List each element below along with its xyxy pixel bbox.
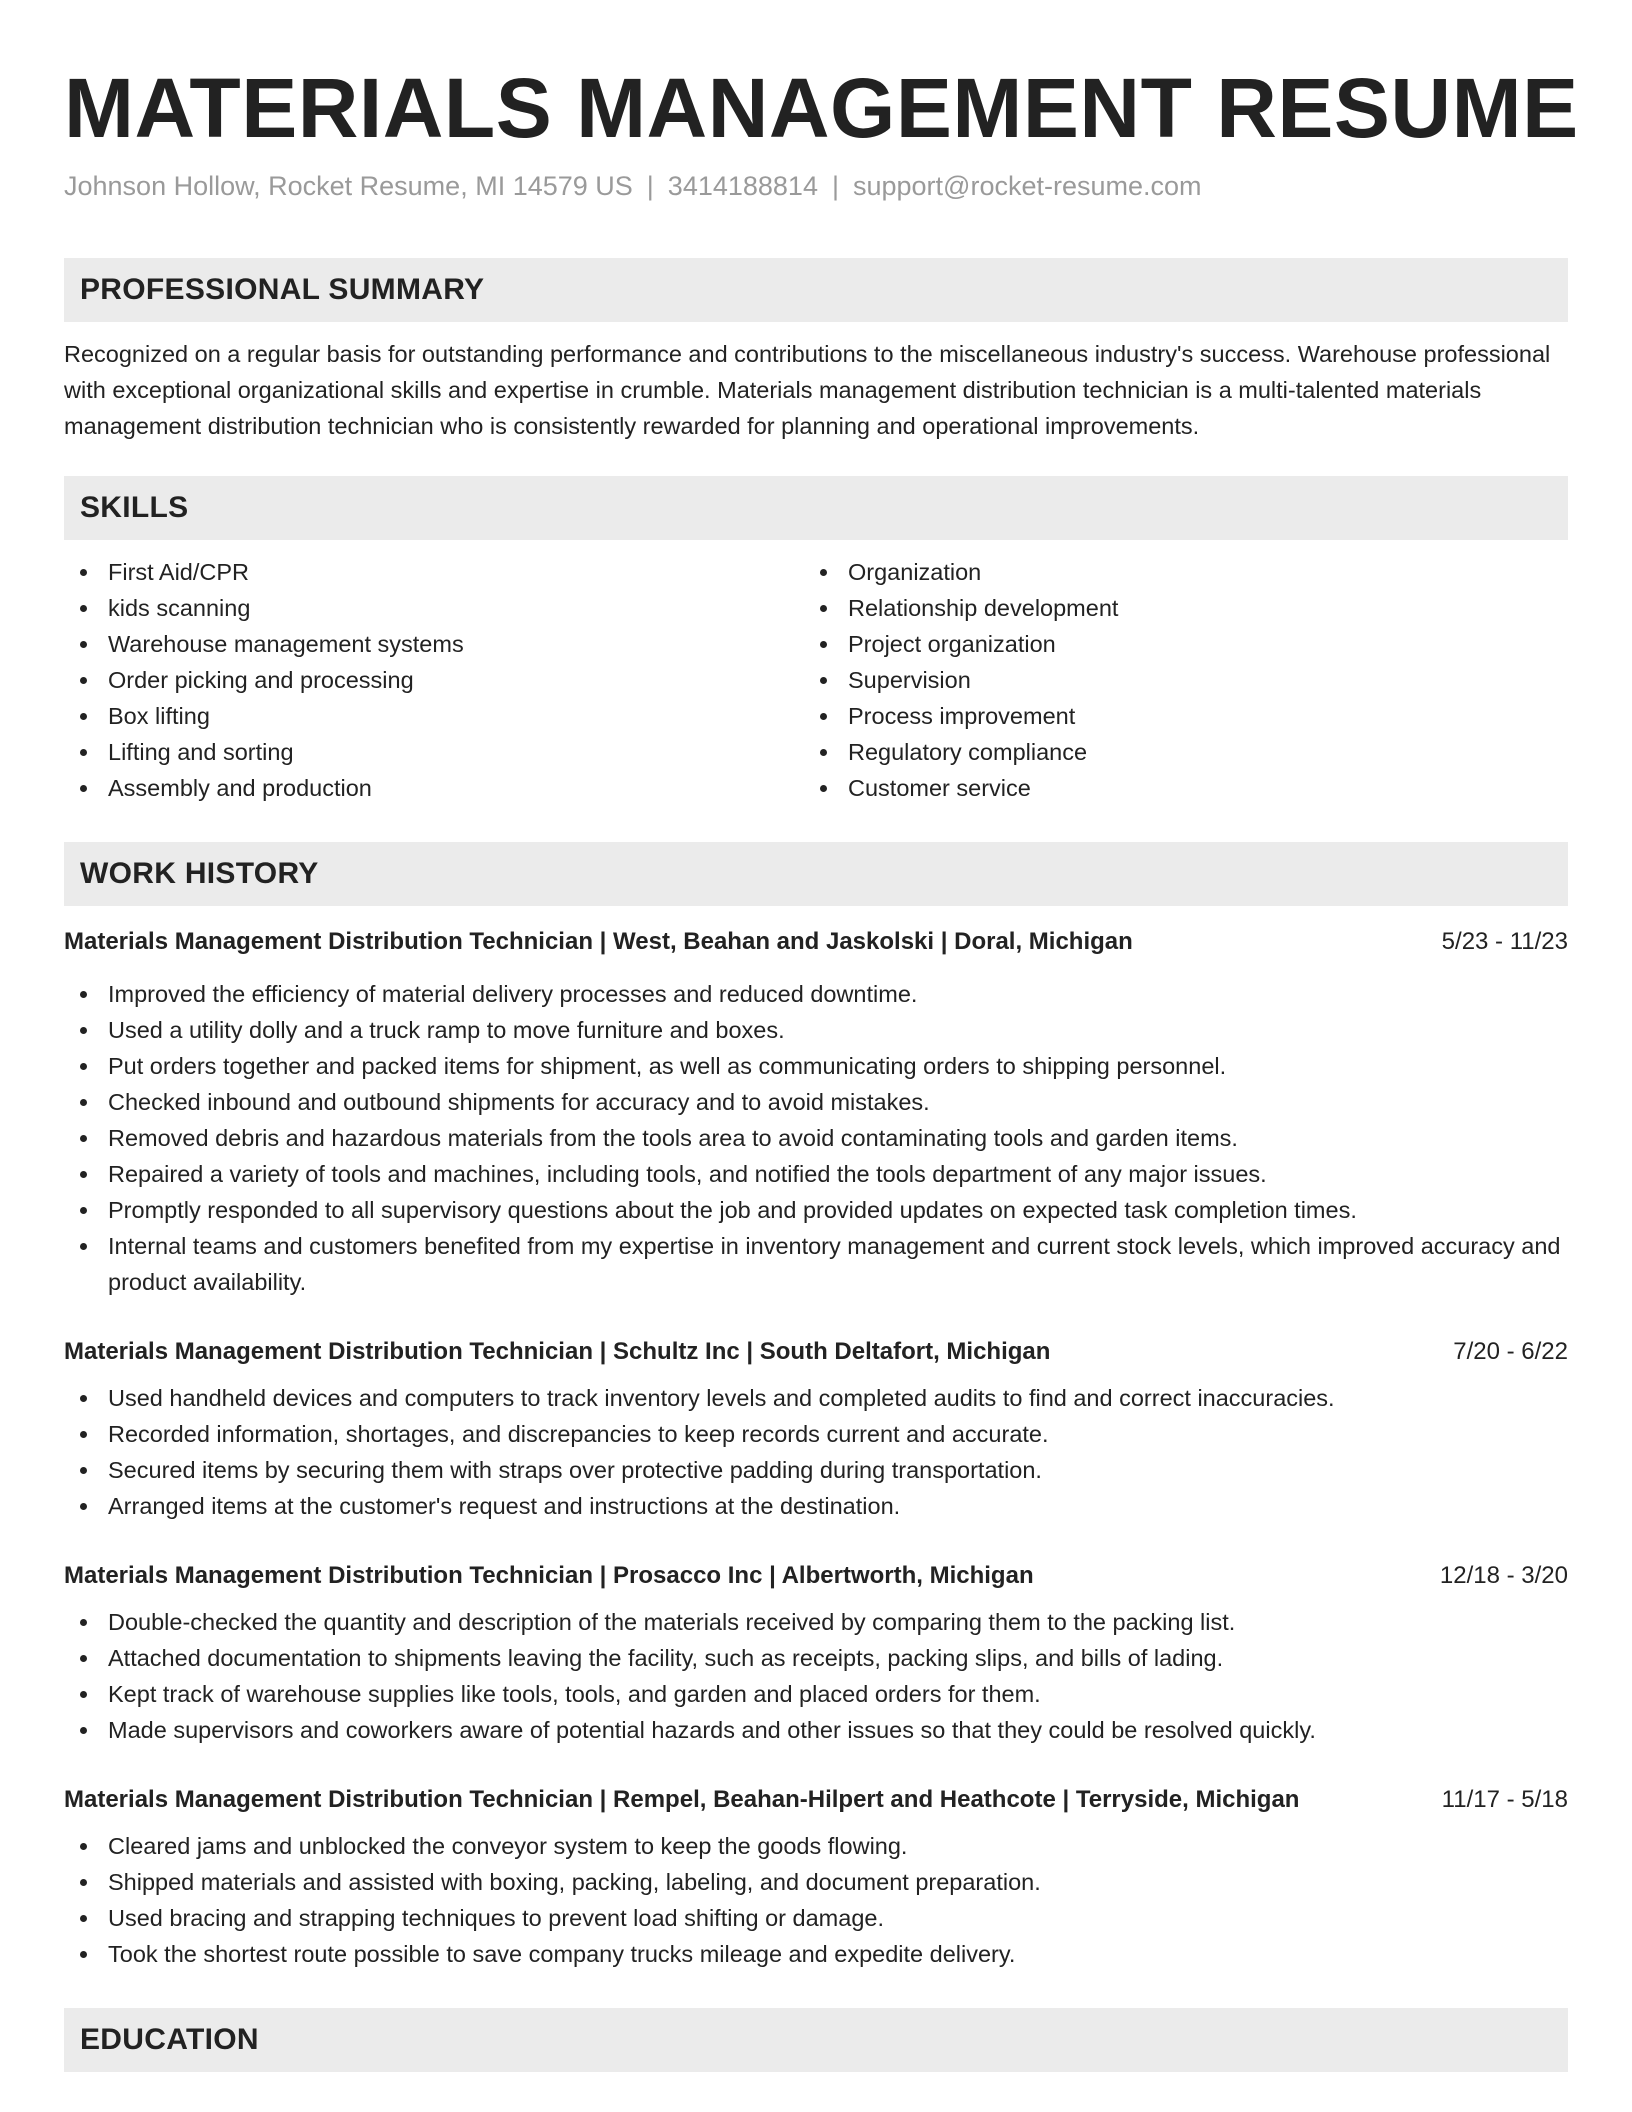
job-header	[64, 924, 1568, 960]
skill-item: Project organization	[804, 626, 1544, 662]
skill-item: Order picking and processing	[64, 662, 804, 698]
skill-item: kids scanning	[64, 590, 804, 626]
skills-columns	[64, 554, 1568, 806]
job-bullets	[64, 976, 1568, 1300]
skill-item: Lifting and sorting	[64, 734, 804, 770]
job-bullet: Took the shortest route possible to save company trucks mileage and expedite delivery.	[64, 1936, 1568, 1972]
summary-text: Recognized on a regular basis for outstanding performance and contributions to the miscellaneous industry's success. Warehouse professional with exceptional organizational skills and expertise in crumble. Materials management distribution technician is a multi-talented materials management distribution technician who is consistently rewarded for planning and operational improvements.	[64, 341, 1551, 439]
job-bullets	[64, 1604, 1568, 1748]
job-bullet: Secured items by securing them with straps over protective padding during transportation.	[64, 1452, 1568, 1488]
job-bullet: Recorded information, shortages, and discrepancies to keep records current and accurate.	[64, 1416, 1568, 1452]
skill-item: Supervision	[804, 662, 1544, 698]
job-entry	[64, 924, 1568, 1300]
resume-title: MATERIALS MANAGEMENT RESUME	[64, 61, 1579, 155]
job-title: Materials Management Distribution Technician | Prosacco Inc | Albertworth, Michigan	[64, 1562, 1034, 1589]
job-bullet: Kept track of warehouse supplies like tools, tools, and garden and placed orders for them.	[64, 1676, 1568, 1712]
job-bullet: Checked inbound and outbound shipments for accuracy and to avoid mistakes.	[64, 1084, 1568, 1120]
contact-address: Johnson Hollow, Rocket Resume, MI 14579 US	[64, 171, 633, 201]
job-header	[64, 1782, 1568, 1818]
job-header	[64, 1558, 1568, 1594]
job-bullet: Put orders together and packed items for shipment, as well as communicating orders to shipping personnel.	[64, 1048, 1568, 1084]
job-dates: 5/23 - 11/23	[1441, 928, 1568, 955]
job-title: Materials Management Distribution Technician | Schultz Inc | South Deltafort, Michigan	[64, 1338, 1051, 1365]
skill-item: Organization	[804, 554, 1544, 590]
contact-separator: |	[831, 171, 839, 201]
job-entry	[64, 1558, 1568, 1748]
job-bullet: Cleared jams and unblocked the conveyor system to keep the goods flowing.	[64, 1828, 1568, 1864]
skill-item: Warehouse management systems	[64, 626, 804, 662]
contact-separator: |	[646, 171, 654, 201]
job-header	[64, 1334, 1568, 1370]
job-bullet: Used handheld devices and computers to track inventory levels and completed audits to find and correct inaccuracies.	[64, 1380, 1568, 1416]
skill-item: Box lifting	[64, 698, 804, 734]
job-bullet: Attached documentation to shipments leaving the facility, such as receipts, packing slips, and bills of lading.	[64, 1640, 1568, 1676]
job-title: Materials Management Distribution Technician | West, Beahan and Jaskolski | Doral, Michigan	[64, 928, 1133, 955]
section-header-skills: SKILLS	[64, 476, 1568, 540]
section-header-work-history: WORK HISTORY	[64, 842, 1568, 906]
contact-phone: 3414188814	[667, 171, 818, 201]
job-dates: 11/17 - 5/18	[1441, 1786, 1568, 1813]
job-bullet: Shipped materials and assisted with boxing, packing, labeling, and document preparation.	[64, 1864, 1568, 1900]
job-bullet: Arranged items at the customer's request and instructions at the destination.	[64, 1488, 1568, 1524]
skill-item: Regulatory compliance	[804, 734, 1544, 770]
contact-line	[64, 168, 1568, 204]
job-title: Materials Management Distribution Technician | Rempel, Beahan-Hilpert and Heathcote | Terryside, Michigan	[64, 1786, 1300, 1813]
job-bullet: Used a utility dolly and a truck ramp to move furniture and boxes.	[64, 1012, 1568, 1048]
job-bullet: Removed debris and hazardous materials from the tools area to avoid contaminating tools and garden items.	[64, 1120, 1568, 1156]
job-bullets	[64, 1380, 1568, 1524]
job-bullet: Improved the efficiency of material delivery processes and reduced downtime.	[64, 976, 1568, 1012]
section-header-education: EDUCATION	[64, 2008, 1568, 2072]
job-entry	[64, 1782, 1568, 1972]
job-bullet: Used bracing and strapping techniques to prevent load shifting or damage.	[64, 1900, 1568, 1936]
section-header-summary: PROFESSIONAL SUMMARY	[64, 258, 1568, 322]
job-bullet: Made supervisors and coworkers aware of potential hazards and other issues so that they could be resolved quickly.	[64, 1712, 1568, 1748]
skills-list-left	[64, 554, 804, 806]
job-dates: 7/20 - 6/22	[1453, 1338, 1568, 1365]
skill-item: First Aid/CPR	[64, 554, 804, 590]
skill-item: Assembly and production	[64, 770, 804, 806]
contact-email: support@rocket-resume.com	[852, 171, 1202, 201]
job-bullet: Double-checked the quantity and description of the materials received by comparing them to the packing list.	[64, 1604, 1568, 1640]
job-bullet: Internal teams and customers benefited from my expertise in inventory management and current stock levels, which improved accuracy and product availability.	[64, 1228, 1568, 1300]
job-bullets	[64, 1828, 1568, 1972]
job-bullet: Repaired a variety of tools and machines, including tools, and notified the tools department of any major issues.	[64, 1156, 1568, 1192]
skill-item: Relationship development	[804, 590, 1544, 626]
skills-list-right	[804, 554, 1544, 806]
job-dates: 12/18 - 3/20	[1439, 1562, 1568, 1589]
job-entry	[64, 1334, 1568, 1524]
job-bullet: Promptly responded to all supervisory questions about the job and provided updates on expected task completion times.	[64, 1192, 1568, 1228]
skill-item: Process improvement	[804, 698, 1544, 734]
skill-item: Customer service	[804, 770, 1544, 806]
